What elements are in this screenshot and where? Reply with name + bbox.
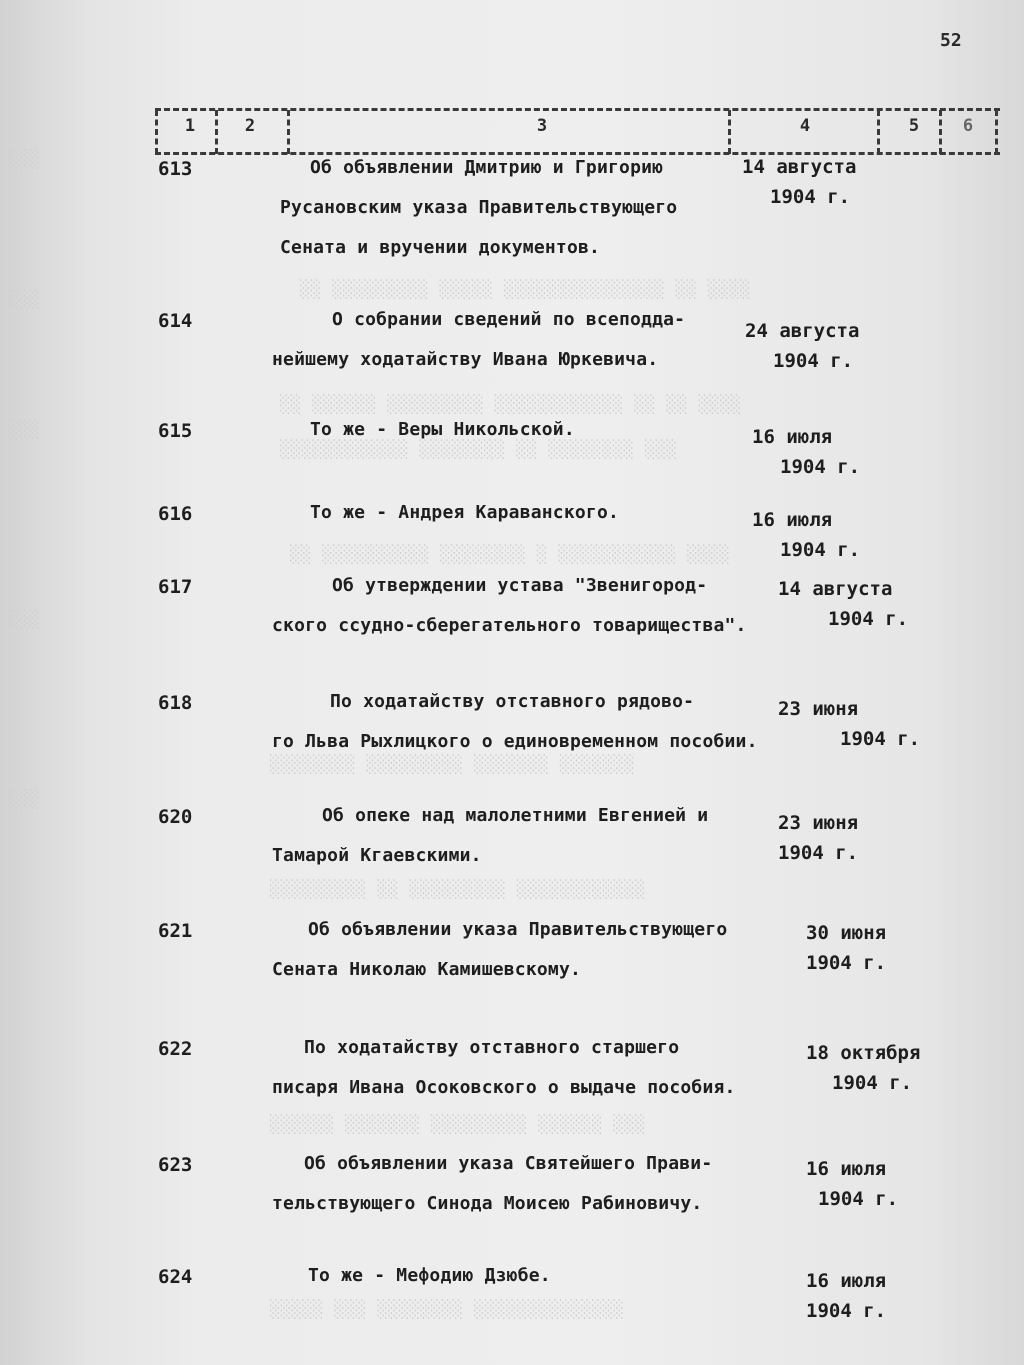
column-header-4: 4 xyxy=(799,116,811,136)
show-through-text: ░░ ░░░░░░░░░░ ░░░░░░░░ ░ ░░░░░░░░░░░ ░░░░ xyxy=(290,545,731,565)
date-year: 1904 г. xyxy=(832,1072,913,1094)
show-through-margin: ░░░ xyxy=(8,610,41,630)
show-through-margin: ░░░ xyxy=(8,290,41,310)
column-header-6: 6 xyxy=(962,116,974,136)
description-line: тельствующего Синода Моисею Рабиновичу. xyxy=(272,1193,703,1214)
entry-number: 621 xyxy=(158,920,193,942)
header-top-rule xyxy=(155,108,1000,111)
entry-number: 615 xyxy=(158,420,193,442)
description-line: О собрании сведений по всеподда- xyxy=(332,309,686,330)
entry-number: 624 xyxy=(158,1266,193,1288)
description-line: По ходатайству отставного рядово- xyxy=(330,691,695,712)
date-day: 30 июня xyxy=(806,922,887,944)
entry-number: 620 xyxy=(158,806,193,828)
description-line: Об объявлении Дмитрию и Григорию xyxy=(310,157,664,178)
description-line: То же - Андрея Караванского. xyxy=(310,502,620,523)
entry-date xyxy=(742,152,856,212)
date-day: 18 октября xyxy=(806,1042,921,1064)
description-line: писаря Ивана Осоковского о выдаче пособия. xyxy=(272,1077,736,1098)
date-year: 1904 г. xyxy=(780,456,861,478)
entry-date xyxy=(752,505,860,565)
entry-number: 618 xyxy=(158,692,193,714)
show-through-text: ░░ ░░░░░░ ░░░░░░░░░ ░░░░░░░░░░░░ ░░ ░░ ░░░░ xyxy=(280,395,742,415)
date-year: 1904 г. xyxy=(818,1188,899,1210)
date-year: 1904 г. xyxy=(778,842,859,864)
show-through-text: ░░░░░░░░ ░░░░░░░░░ ░░░░░░░ ░░░░░░░ xyxy=(270,755,635,775)
column-header-2: 2 xyxy=(244,116,256,136)
column-separator xyxy=(877,110,880,154)
description-line: То же - Мефодию Дзюбе. xyxy=(308,1265,551,1286)
entry-number: 623 xyxy=(158,1154,193,1176)
column-separator xyxy=(995,110,998,154)
entry-number: 613 xyxy=(158,158,193,180)
date-year: 1904 г. xyxy=(806,952,887,974)
description-line: Тамарой Кгаевскими. xyxy=(272,845,482,866)
date-year: 1904 г. xyxy=(840,728,921,750)
entry-date xyxy=(806,1266,886,1326)
show-through-text: ░░░░░░ ░░░░░░░ ░░░░░░░░░ ░░░░░░ ░░░ xyxy=(270,1115,646,1135)
entry-date xyxy=(745,316,859,376)
date-day: 23 июня xyxy=(778,812,859,834)
column-header-5: 5 xyxy=(908,116,920,136)
entry-description xyxy=(272,796,832,876)
date-year: 1904 г. xyxy=(806,1300,887,1322)
description-line: Сената Николаю Камишевскому. xyxy=(272,959,582,980)
show-through-text: ░░░░░░░░░ ░░ ░░░░░░░░░ ░░░░░░░░░░░░ xyxy=(270,880,646,900)
column-header-3: 3 xyxy=(536,116,548,136)
show-through-margin: ░░░ xyxy=(8,790,41,810)
date-day: 14 августа xyxy=(778,578,893,600)
entry-number: 622 xyxy=(158,1038,193,1060)
description-line: Русановским указа Правительствующего xyxy=(280,197,678,218)
entry-number: 616 xyxy=(158,503,193,525)
entry-date xyxy=(806,1154,898,1214)
description-line: го Льва Рыхлицкого о единовременном пособии. xyxy=(272,731,758,752)
date-year: 1904 г. xyxy=(828,608,909,630)
description-line: Сената и вручении документов. xyxy=(280,237,601,258)
entry-date xyxy=(806,918,886,978)
entry-description xyxy=(272,1256,832,1296)
column-separator xyxy=(215,110,218,154)
description-line: Об объявлении указа Правительствующего xyxy=(308,919,728,940)
date-year: 1904 г. xyxy=(780,539,861,561)
description-line: Об утверждении устава "Звенигород- xyxy=(332,575,708,596)
description-line: нейшему ходатайству Ивана Юркевича. xyxy=(272,349,659,370)
entry-date xyxy=(752,422,860,482)
date-day: 16 июля xyxy=(806,1158,887,1180)
entry-description xyxy=(272,1144,832,1224)
entry-date xyxy=(778,808,858,868)
column-separator xyxy=(939,110,942,154)
entry-description xyxy=(272,566,832,646)
entry-number: 614 xyxy=(158,310,193,332)
entry-date xyxy=(778,694,920,754)
show-through-text: ░░ ░░░░░░░░░ ░░░░░ ░░░░░░░░░░░░░░░ ░░ ░░░░ xyxy=(300,280,751,300)
date-day: 16 июля xyxy=(752,426,833,448)
date-day: 14 августа xyxy=(742,156,857,178)
show-through-text: ░░░░░░░░░░░░ ░░░░░░░░ ░░ ░░░░░░░░ ░░░ xyxy=(280,440,678,460)
date-year: 1904 г. xyxy=(773,350,854,372)
description-line: Об объявлении указа Святейшего Прави- xyxy=(304,1153,713,1174)
column-separator xyxy=(155,110,158,154)
entry-number: 617 xyxy=(158,576,193,598)
date-day: 16 июля xyxy=(752,509,833,531)
date-day: 24 августа xyxy=(745,320,860,342)
date-day: 23 июня xyxy=(778,698,859,720)
entry-date xyxy=(806,1038,920,1098)
show-through-margin: ░░░ xyxy=(8,150,41,170)
description-line: То же - Веры Никольской. xyxy=(310,419,575,440)
description-line: ского ссудно-сберегательного товарищества". xyxy=(272,615,747,636)
show-through-text: ░░░░░ ░░░ ░░░░░░░░ ░░░░░░░░░░░░░░ xyxy=(270,1300,625,1320)
date-day: 16 июля xyxy=(806,1270,887,1292)
column-header-1: 1 xyxy=(184,116,196,136)
entry-description xyxy=(272,682,832,762)
entry-description xyxy=(272,910,832,990)
entry-date xyxy=(778,574,908,634)
page-number: 52 xyxy=(940,30,962,51)
description-line: Об опеке над малолетними Евгенией и xyxy=(322,805,709,826)
show-through-margin: ░░░ xyxy=(8,420,41,440)
description-line: По ходатайству отставного старшего xyxy=(304,1037,680,1058)
entry-description xyxy=(272,1028,832,1108)
date-year: 1904 г. xyxy=(770,186,851,208)
